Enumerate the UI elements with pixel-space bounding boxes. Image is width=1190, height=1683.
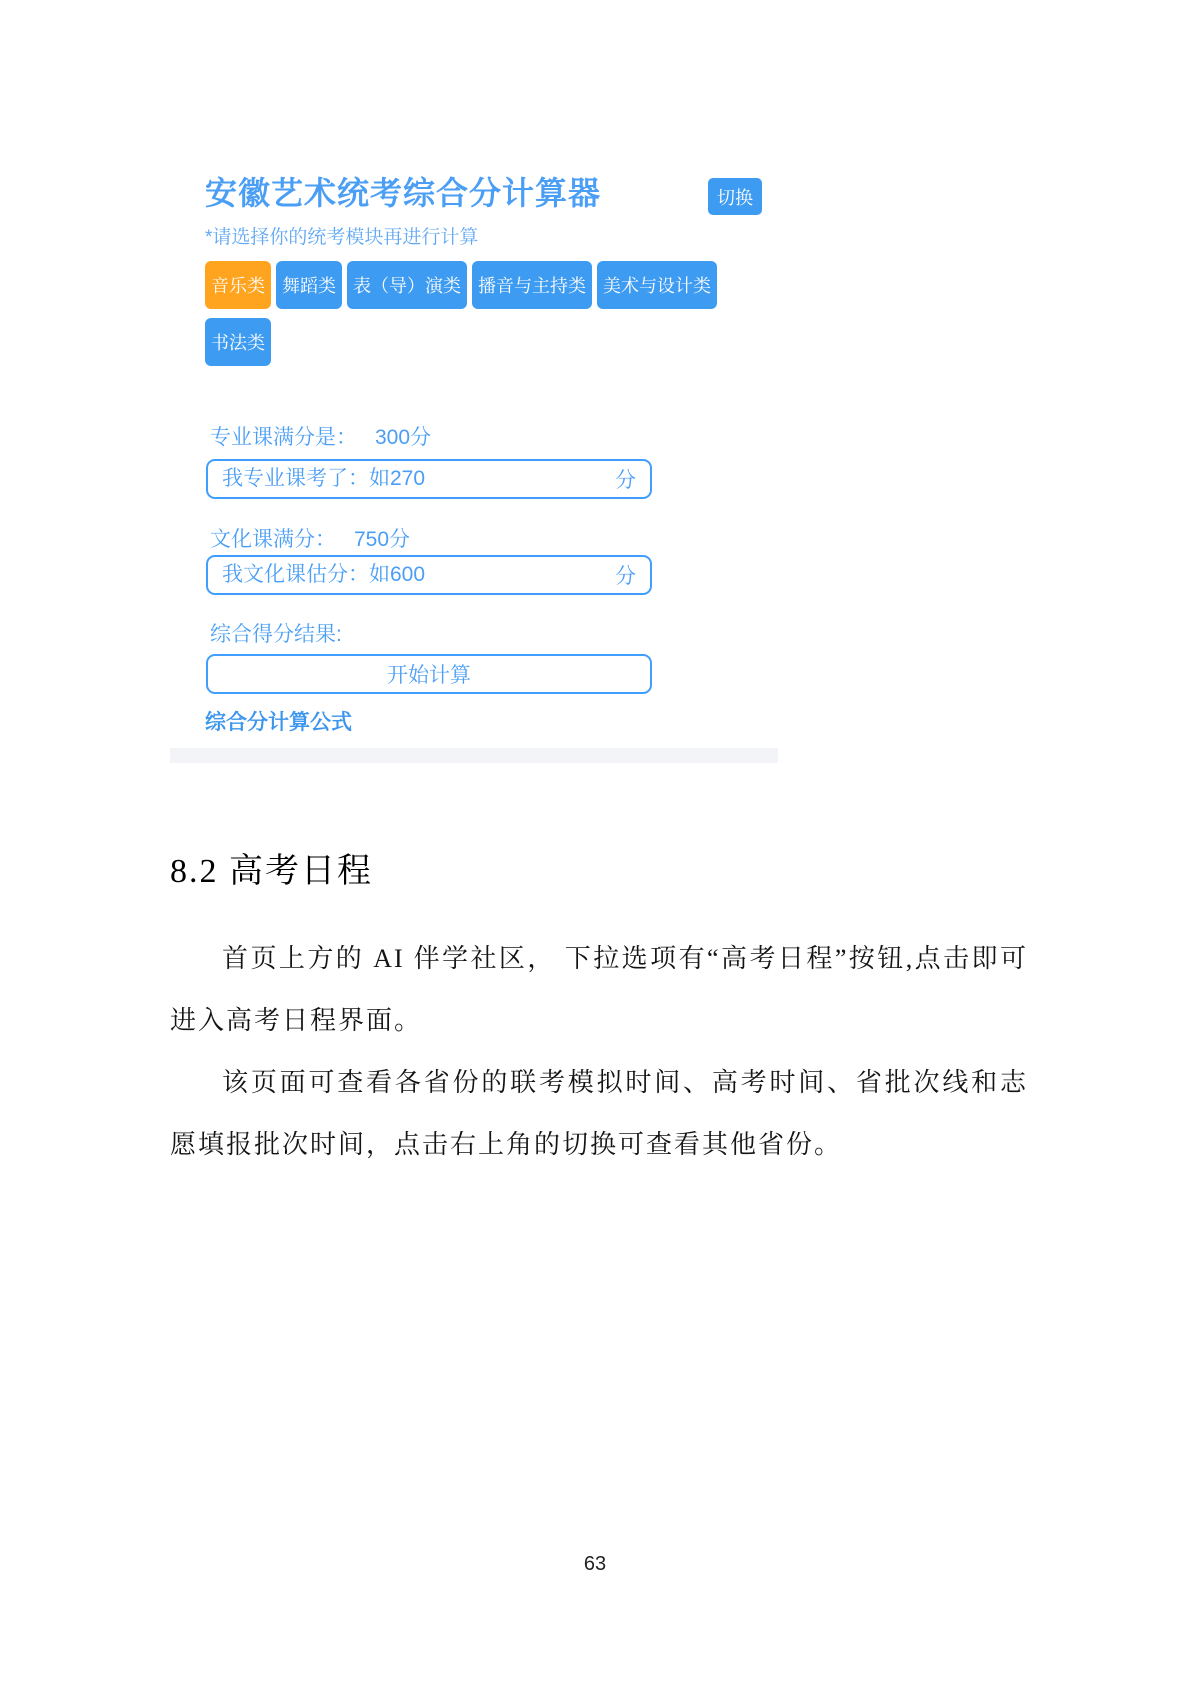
culture-full-score-label [210,523,410,553]
culture-score-input[interactable] [222,563,615,587]
major-score-unit: 分 [615,469,636,492]
page-number: 63 [583,1553,607,1575]
section-heading: 8.2 高考日程 [170,853,373,890]
culture-full-score-text: 文化课满分： [210,528,336,551]
section-paragraph-1: 首页上方的 AI 伴学社区， 下拉选项有“高考日程”按钮,点击即可进入高考日程界面。 [170,944,1028,1035]
screenshot-footer-bar [170,748,778,763]
section-paragraph-2: 该页面可查看各省份的联考模拟时间、高考时间、省批次线和志愿填报批次时间，点击右上角的切换可查看其他省份。 [170,1068,1028,1159]
category-button-broadcasting[interactable]: 播音与主持类 [472,261,592,309]
culture-full-score-value: 750分 [354,528,411,551]
major-full-score-value: 300分 [375,426,432,449]
result-label: 综合得分结果: [210,623,342,646]
major-score-input[interactable] [222,467,615,491]
culture-score-unit: 分 [615,565,636,588]
category-row-1 [205,261,717,309]
category-button-acting[interactable]: 表（导）演类 [347,261,467,309]
category-row-2 [205,318,271,366]
calculator-title: 安徽艺术统考综合分计算器 [205,175,602,211]
major-full-score-text: 专业课满分是： [210,426,357,449]
category-button-music[interactable]: 音乐类 [205,261,271,309]
calculator-screenshot [170,118,778,764]
section-body [170,928,1028,1176]
switch-province-button[interactable]: 切换 [708,178,762,215]
culture-score-input-box[interactable] [206,555,652,595]
major-score-input-box[interactable] [206,459,652,499]
major-full-score-label [210,421,431,451]
category-button-art-design[interactable]: 美术与设计类 [597,261,717,309]
formula-link[interactable]: 综合分计算公式 [205,711,352,734]
category-button-calligraphy[interactable]: 书法类 [205,318,271,366]
calculator-subtitle: *请选择你的统考模块再进行计算 [205,227,479,248]
start-calculate-button[interactable]: 开始计算 [206,654,652,694]
category-button-dance[interactable]: 舞蹈类 [276,261,342,309]
